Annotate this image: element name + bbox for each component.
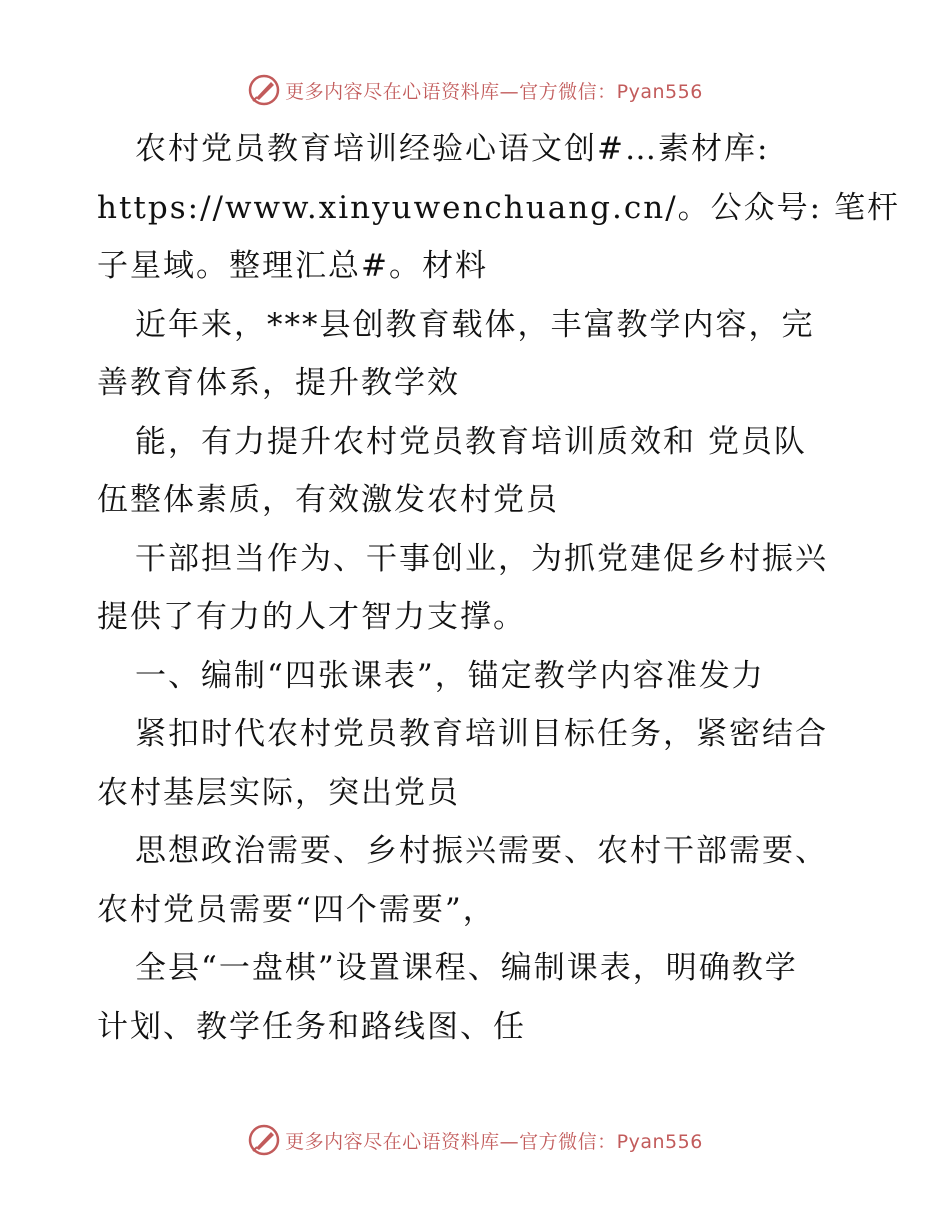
text-line: 伍整体素质，有效激发农村党员 — [97, 482, 559, 518]
quill-logo-icon — [247, 1123, 281, 1157]
text-line: 善教育体系，提升教学效 — [97, 365, 460, 401]
text-line: https://www.xinyuwenchuang.cn/。公众号: 笔杆 — [97, 189, 900, 226]
text-line: 计划、教学任务和路线图、任 — [97, 1008, 526, 1045]
text-line: 子星域。整理汇总#。材料 — [97, 248, 488, 284]
text-line: 近年来，***县创教育载体，丰富教学内容，完 — [135, 306, 815, 343]
document-body — [97, 120, 900, 1056]
text-line: 全县“一盘棋”设置课程、编制课表，明确教学 — [135, 950, 798, 986]
text-line: 农村基层实际，突出党员 — [97, 774, 460, 811]
text-line: 紧扣时代农村党员教育培训目标任务，紧密结合 — [135, 716, 828, 752]
text-line: 提供了有力的人才智力支撑。 — [97, 599, 526, 635]
watermark-text: 更多内容尽在心语资料库—官方微信：Pyan556 — [285, 80, 703, 103]
footer-watermark — [0, 1120, 950, 1160]
quill-logo-icon — [247, 73, 281, 107]
text-line: 思想政治需要、乡村振兴需要、农村干部需要、 — [135, 833, 828, 869]
text-line: 农村党员教育培训经验心语文创#…素材库: — [135, 131, 770, 167]
text-line: 干部担当作为、干事创业，为抓党建促乡村振兴 — [135, 540, 828, 577]
text-line: 农村党员需要“四个需要”， — [97, 891, 496, 928]
header-watermark — [0, 70, 950, 110]
text-line: 一、编制“四张课表”，锚定教学内容准发力 — [135, 657, 765, 694]
text-line: 能，有力提升农村党员教育培训质效和 党员队 — [135, 423, 807, 460]
watermark-text: 更多内容尽在心语资料库—官方微信：Pyan556 — [285, 1130, 703, 1153]
